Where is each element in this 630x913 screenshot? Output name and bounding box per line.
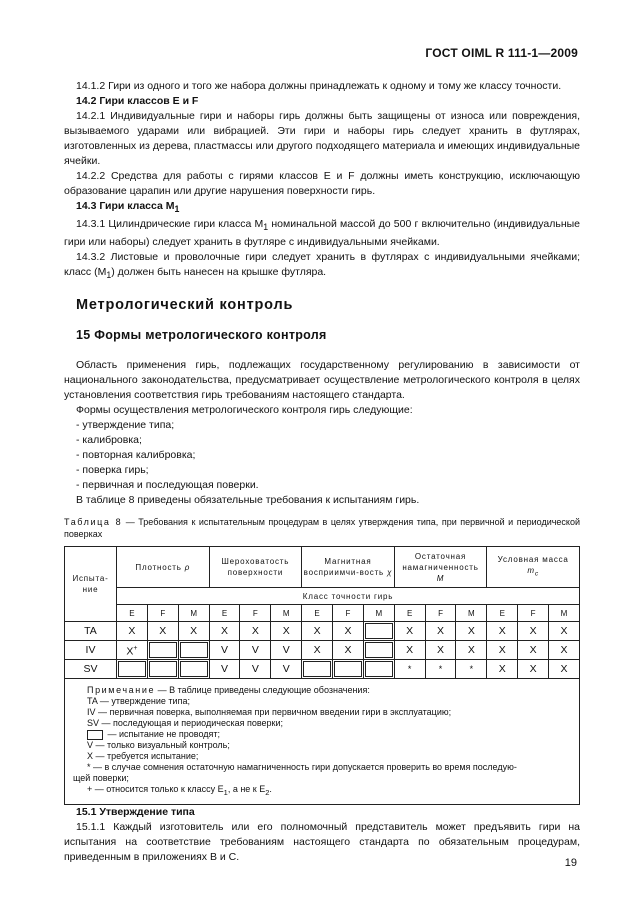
table-cell: X [271, 622, 302, 641]
class-cell: F [518, 605, 549, 622]
table-cell [117, 660, 148, 679]
table-cell: X [487, 622, 518, 641]
paragraph-table-ref: В таблице 8 приведены обязательные требования к испытаниям гирь. [76, 494, 420, 507]
page-number: 19 [564, 857, 577, 869]
table-cell [178, 660, 209, 679]
list-item: - калибровка; [76, 434, 142, 447]
row-test-label: TA [65, 622, 117, 641]
paragraph-14-1-2: 14.1.2 Гири из одного и того же набора должны принадлежать к одному и тому же классу точности. [76, 80, 562, 92]
document-code: ГОСТ OIML R 111-1—2009 [425, 46, 578, 60]
table-cell: X [333, 622, 364, 641]
list-item: - поверка гирь; [76, 464, 149, 477]
table-cell: X [117, 622, 148, 641]
paragraph-15-1-1: 15.1.1 Каждый изготовитель или его полномочный представитель может предъявить гири на испытания на соответствие требованиям настоящего стандарта по обязательным процедурам, приведенным в приложениях B и C. [64, 821, 580, 864]
table-cell: V [209, 660, 240, 679]
class-cell: F [240, 605, 271, 622]
class-cell: F [333, 605, 364, 622]
table-cell: X [425, 641, 456, 660]
class-cell: F [147, 605, 178, 622]
table-cell: X [487, 660, 518, 679]
table-cell: X [518, 660, 549, 679]
col-header-test: Испыта-ние [65, 547, 117, 622]
table-cell: * [394, 660, 425, 679]
class-cell: M [456, 605, 487, 622]
table-cell: X [333, 641, 364, 660]
table-cell: X [456, 641, 487, 660]
col-header-roughness: Шероховатость поверхности [209, 547, 302, 588]
page-content [64, 79, 580, 865]
class-cell: E [117, 605, 148, 622]
table-cell: X [394, 641, 425, 660]
table-cell: X [518, 622, 549, 641]
table-cell: X [549, 622, 580, 641]
row-test-label: IV [65, 641, 117, 660]
table-cell: V [209, 641, 240, 660]
table-cell: V [271, 660, 302, 679]
class-cell: M [363, 605, 394, 622]
table-cell: X [518, 641, 549, 660]
paragraph-14-2-2: 14.2.2 Средства для работы с гирями классов E и F должны иметь конструкцию, исключающую образование царапин или другие нарушения поверхности гирь. [64, 170, 580, 197]
col-header-conventional-mass: Условная масса $m_c$ [487, 547, 580, 588]
heading-14-2: 14.2 Гири классов E и F [76, 95, 199, 107]
class-cell: E [487, 605, 518, 622]
list-item: - первичная и последующая поверки. [76, 479, 259, 492]
table-cell: X [549, 660, 580, 679]
table-row [65, 641, 580, 660]
col-header-magnetization: Остаточная намагниченность M [394, 547, 487, 588]
table-caption: Таблица 8 — Требования к испытательным процедурам в целях утверждения типа, при первичной и периодической поверках [64, 517, 580, 540]
paragraph-14-3-1: 14.3.1 Цилиндрические гири класса $M_1$ номинальной массой до 500 г включительно (индивидуальные гири или наборы) следует хранить в футляре с индивидуальными ячейками. [64, 218, 581, 249]
table-cell: * [425, 660, 456, 679]
paragraph-14-2-1: 14.2.1 Индивидуальные гири и наборы гирь должны быть защищены от износа или повреждения, вызываемого ударами или вибрацией. Эти гири и наборы гирь следует хранить в футлярах, изготовленных из дерева, пластмассы или другого подходящего материала и имеющих индивидуальные ячейки. [64, 110, 580, 167]
paragraph-15-intro: Область применения гирь, подлежащих государственному регулированию в зависимости от национального законодательства, предусматривает осуществление метрологического контроля в целях установления соответствия гирь требованиям настоящего стандарта. [64, 359, 580, 402]
table-cell: X [425, 622, 456, 641]
table-cell: X [302, 622, 333, 641]
heading-15-1: 15.1 Утверждение типа [76, 806, 195, 819]
paragraph-15-forms: Формы осуществления метрологического контроля гирь следующие: [76, 404, 413, 417]
blank-cell-symbol [87, 730, 103, 740]
table-cell: X [240, 622, 271, 641]
heading-14-3: 14.3 Гири класса $M_1$ [76, 200, 180, 215]
table-row [65, 660, 580, 679]
table-cell: X [147, 622, 178, 641]
class-cell: E [394, 605, 425, 622]
class-header: Класс точности гирь [117, 588, 580, 605]
table-cell: V [240, 641, 271, 660]
table-cell: X+ [117, 641, 148, 660]
table-cell [178, 641, 209, 660]
table-cell: X [302, 641, 333, 660]
list-item: - утверждение типа; [76, 419, 175, 432]
table-cell: X [178, 622, 209, 641]
paragraph-14-3-2: 14.3.2 Листовые и проволочные гири следует хранить в футлярах с индивидуальными ячейками; класс $(M_1)$ должен быть нанесен на крышке футляра. [64, 251, 580, 281]
col-header-density: Плотность ρ [117, 547, 210, 588]
table-cell: V [271, 641, 302, 660]
heading-15: 15 Формы метрологического контроля [76, 328, 327, 343]
table-cell [333, 660, 364, 679]
table-cell [147, 641, 178, 660]
table-cell [363, 660, 394, 679]
table-cell [147, 660, 178, 679]
class-cell: E [209, 605, 240, 622]
table-cell: X [394, 622, 425, 641]
row-test-label: SV [65, 660, 117, 679]
table-cell: X [487, 641, 518, 660]
table-cell: X [456, 622, 487, 641]
table-row [65, 622, 580, 641]
table-cell: * [456, 660, 487, 679]
class-cell: M [549, 605, 580, 622]
class-cell: E [302, 605, 333, 622]
requirements-table [64, 546, 580, 805]
list-item: - повторная калибровка; [76, 449, 196, 462]
table-cell [363, 641, 394, 660]
col-header-susceptibility: Магнитная восприимчи-вость χ [302, 547, 395, 588]
table-cell: X [209, 622, 240, 641]
table-note: Примечание — В таблице приведены следующие обозначения: TA — утверждение типа; IV — первичная поверка, выполняемая при первичном введении гири в эксплуатацию; SV — последующая и периодическая поверки; — испытание не проводят; V — только визуальный контроль; X — требуется испытание; * — в случае сомнения остаточную намагниченность гири допускается проверить во время последую- щей поверки; + — относится только к классу $E_1$, а не к $E_2$. [65, 679, 580, 805]
table-cell: X [549, 641, 580, 660]
section-title: Метрологический контроль [76, 297, 294, 314]
table-cell [302, 660, 333, 679]
table-cell [363, 622, 394, 641]
class-cell: M [178, 605, 209, 622]
table-cell: V [240, 660, 271, 679]
class-cell: F [425, 605, 456, 622]
class-cell: M [271, 605, 302, 622]
